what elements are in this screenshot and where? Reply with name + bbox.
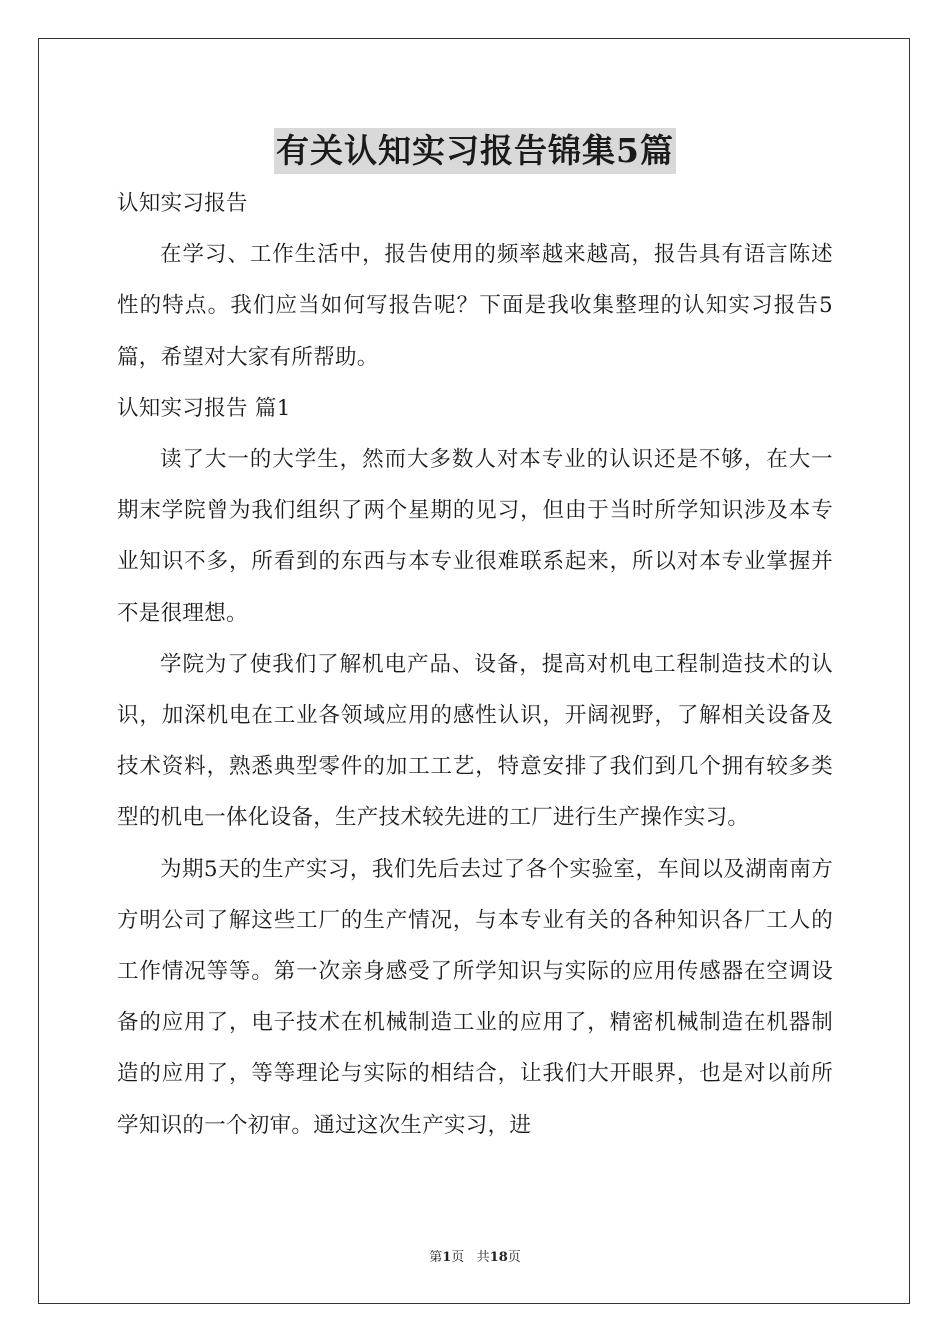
body-paragraph: 读了大一的大学生，然而大多数人对本专业的认识还是不够，在大一期末学院曾为我们组织了两个星期的见习，但由于当时所学知识涉及本专业知识不多，所看到的东西与本专业很难联系起来，所以对本专业掌握并不是很理想。 bbox=[117, 447, 833, 626]
footer-page-suffix: 页 bbox=[451, 1250, 465, 1265]
section-heading: 认知实习报告 bbox=[117, 191, 248, 216]
footer-prefix: 第 bbox=[429, 1250, 443, 1265]
document-title-wrapper bbox=[0, 128, 950, 174]
body-paragraph: 在学习、工作生活中，报告使用的频率越来越高，报告具有语言陈述性的特点。我们应当如何写报告呢？下面是我收集整理的认知实习报告5篇，希望对大家有所帮助。 bbox=[117, 242, 833, 370]
body-paragraph: 为期5天的生产实习，我们先后去过了各个实验室，车间以及湖南南方方明公司了解这些工厂的生产情况，与本专业有关的各种知识各厂工人的工作情况等等。第一次亲身感受了所学知识与实际的应用传感器在空调设备的应用了，电子技术在机械制造工业的应用了，精密机械制造在机器制造的应用了，等等理论与实际的相结合，让我们大开眼界，也是对以前所学知识的一个初审。通过这次生产实习，进 bbox=[117, 856, 833, 1138]
footer-page-number: 1 bbox=[442, 1250, 452, 1265]
document-body bbox=[117, 178, 833, 1151]
body-paragraph: 学院为了使我们了解机电产品、设备，提高对机电工程制造技术的认识，加深机电在工业各领域应用的感性认识，开阔视野，了解相关设备及技术资料，熟悉典型零件的加工工艺，特意安排了我们到几个拥有较多类型的机电一体化设备，生产技术较先进的工厂进行生产操作实习。 bbox=[117, 651, 833, 831]
footer-total-suffix: 页 bbox=[507, 1250, 521, 1265]
document-title: 有关认知实习报告锦集5篇 bbox=[274, 128, 676, 174]
section-heading: 认知实习报告 篇1 bbox=[117, 395, 291, 421]
footer-total-pages: 18 bbox=[489, 1250, 508, 1265]
footer-total-prefix: 共 bbox=[476, 1250, 490, 1265]
page-footer bbox=[0, 1246, 950, 1265]
